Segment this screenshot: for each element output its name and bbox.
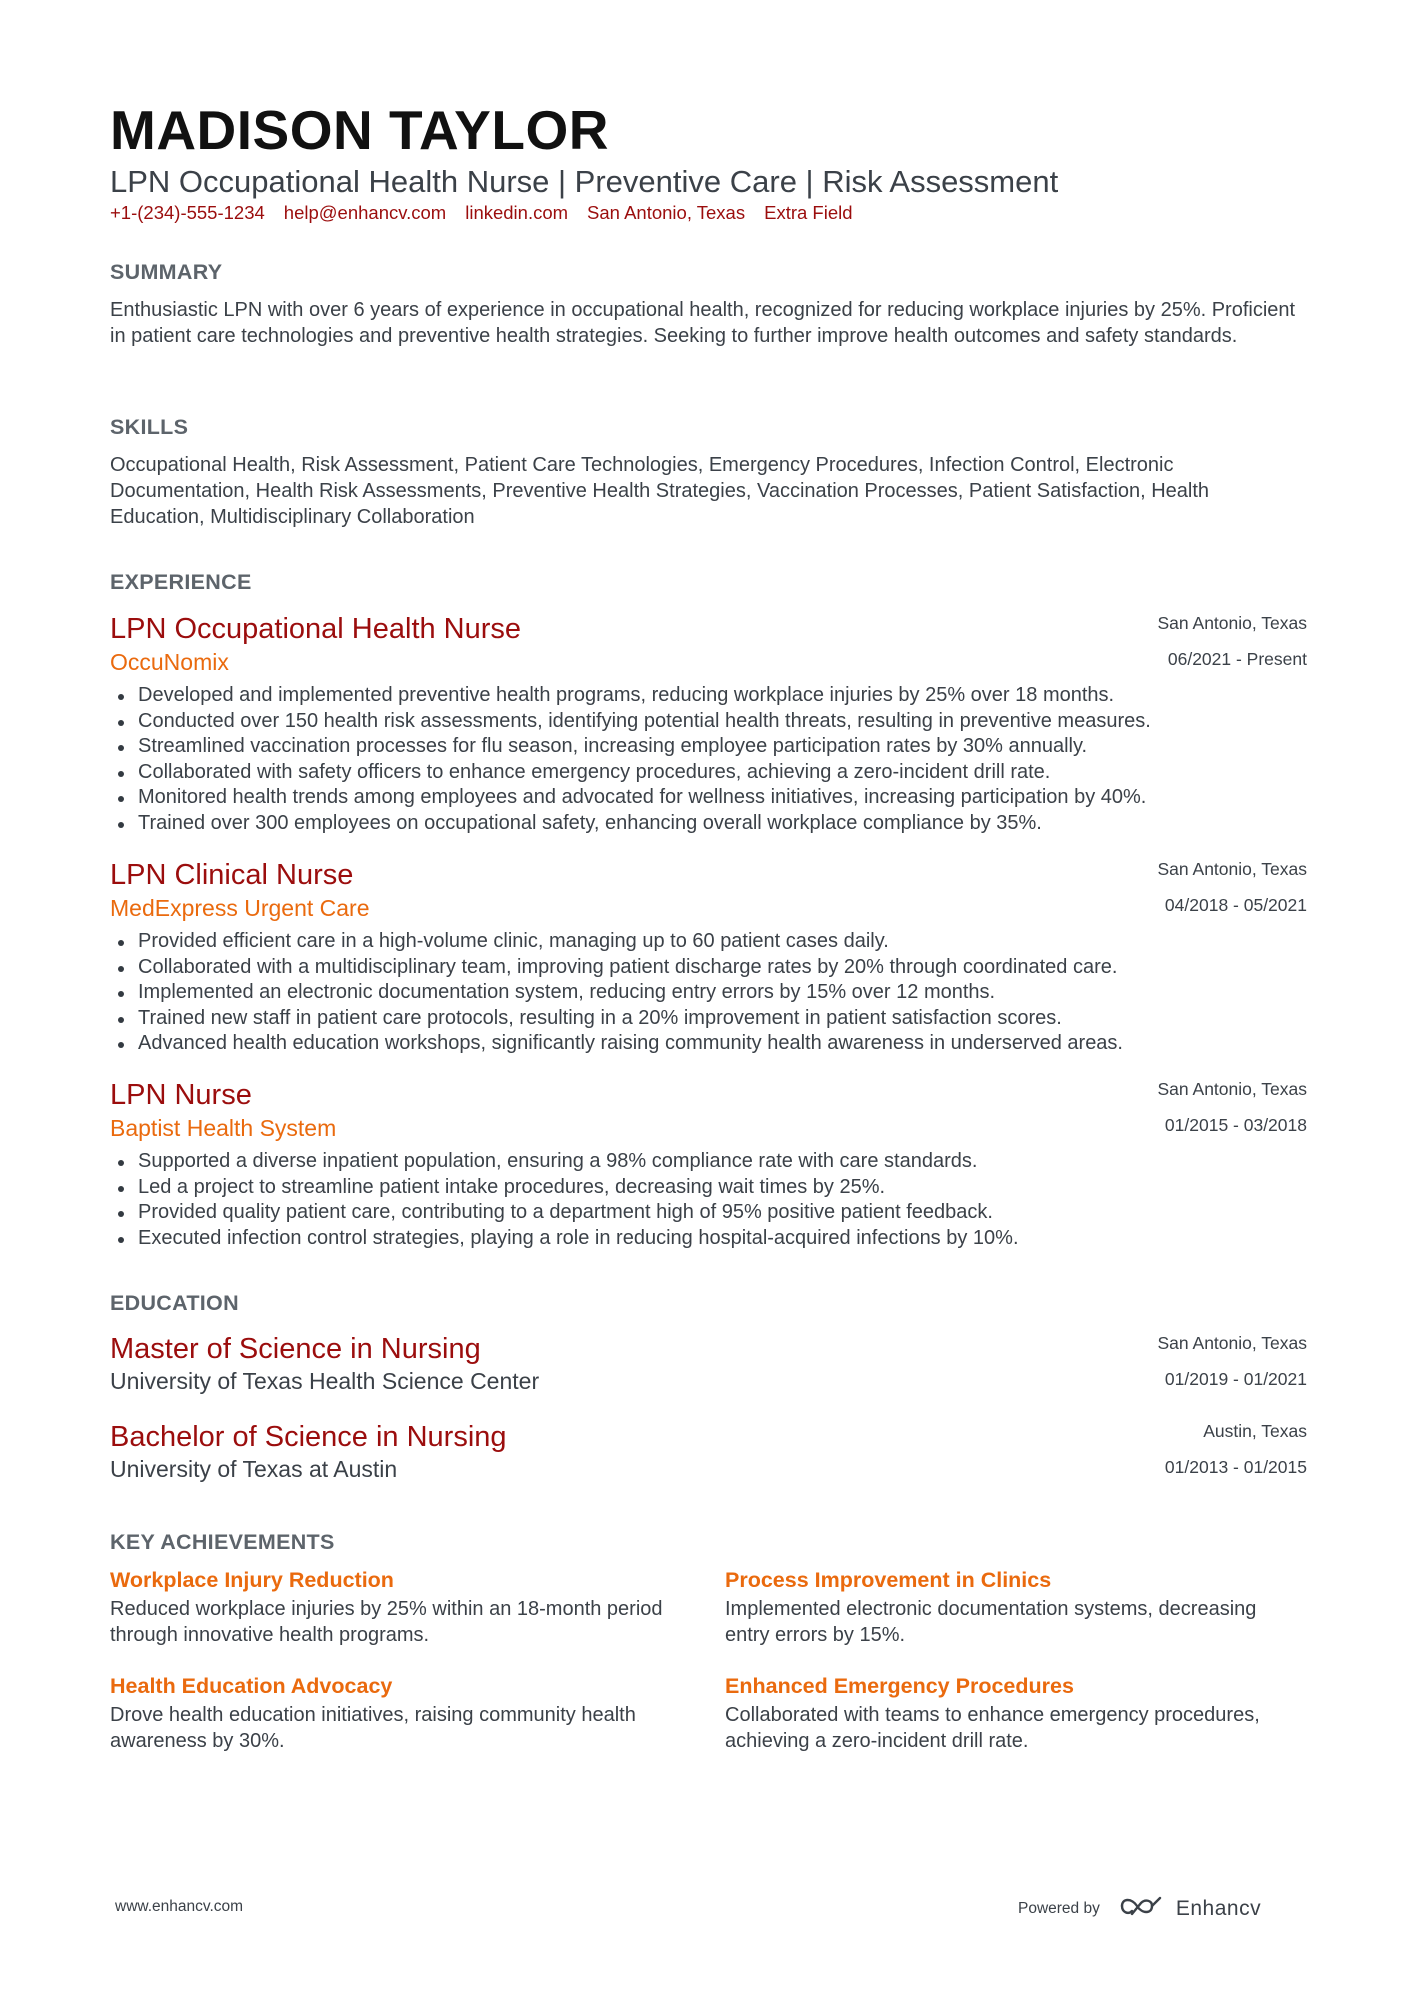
- school-name: University of Texas Health Science Center: [110, 1368, 540, 1394]
- school-name: University of Texas at Austin: [110, 1456, 398, 1482]
- list-item: Led a project to streamline patient intake procedures, decreasing wait times by 25%.: [110, 1175, 1307, 1201]
- job-title: LPN Nurse: [110, 1079, 252, 1111]
- experience-heading: EXPERIENCE: [110, 570, 252, 594]
- job-dates: 01/2015 - 03/2018: [1164, 1115, 1307, 1135]
- education-location: Austin, Texas: [1203, 1421, 1307, 1441]
- achievement-item: [725, 1671, 1285, 1755]
- achievement-item: [110, 1671, 670, 1755]
- list-item: Executed infection control strategies, playing a role in reducing hospital-acquired infections by 10%.: [110, 1226, 1307, 1252]
- list-item: Supported a diverse inpatient population, ensuring a 98% compliance rate with care standards.: [110, 1149, 1307, 1175]
- list-item: Collaborated with safety officers to enhance emergency procedures, achieving a zero-incident drill rate.: [110, 760, 1307, 786]
- achievement-title: Process Improvement in Clinics: [725, 1568, 1052, 1592]
- job-location: San Antonio, Texas: [1157, 1079, 1307, 1099]
- list-item: Advanced health education workshops, significantly raising community health awareness in underserved areas.: [110, 1031, 1307, 1057]
- achievement-item: [110, 1565, 670, 1649]
- job-company: Baptist Health System: [110, 1115, 337, 1141]
- location-text: San Antonio, Texas: [587, 202, 746, 223]
- education-heading: EDUCATION: [110, 1291, 239, 1315]
- job-title: LPN Occupational Health Nurse: [110, 613, 522, 645]
- job-dates: 04/2018 - 05/2021: [1164, 895, 1307, 915]
- education-dates: 01/2013 - 01/2015: [1164, 1457, 1307, 1477]
- email-link[interactable]: help@enhancv.com: [283, 202, 447, 223]
- job-title: LPN Clinical Nurse: [110, 859, 354, 891]
- achievement-desc: Collaborated with teams to enhance emergency procedures, achieving a zero-incident drill rate.: [725, 1704, 1260, 1752]
- skills-text: Occupational Health, Risk Assessment, Patient Care Technologies, Emergency Procedures, Infection Control, Electronic Documentation, Health Risk Assessments, Preventive Health Strategies, Vaccination Processes, Patient Satisfaction, Health Education, Multidisciplinary Collaboration: [110, 454, 1210, 528]
- list-item: Provided quality patient care, contributing to a department high of 95% positive patient feedback.: [110, 1200, 1307, 1226]
- list-item: Implemented an electronic documentation system, reducing entry errors by 15% over 12 months.: [110, 980, 1307, 1006]
- achievement-desc: Implemented electronic documentation systems, decreasing entry errors by 15%.: [725, 1598, 1257, 1646]
- achievement-title: Enhanced Emergency Procedures: [725, 1674, 1074, 1698]
- list-item: Streamlined vaccination processes for flu season, increasing employee participation rates by 30% annually.: [110, 734, 1307, 760]
- list-item: Monitored health trends among employees and advocated for wellness initiatives, increasing participation by 40%.: [110, 785, 1307, 811]
- achievement-desc: Reduced workplace injuries by 25% within an 18-month period through innovative health programs.: [110, 1598, 663, 1646]
- achievements-heading: KEY ACHIEVEMENTS: [110, 1530, 335, 1554]
- summary-heading: SUMMARY: [110, 260, 223, 284]
- achievement-item: [725, 1565, 1285, 1649]
- contact-bar: [110, 201, 853, 225]
- summary-text: Enthusiastic LPN with over 6 years of experience in occupational health, recognized for reducing workplace injuries by 25%. Proficient in patient care technologies and preventive health strategies. Seeking to further improve health outcomes and safety standards.: [110, 299, 1296, 347]
- list-item: Provided efficient care in a high-volume clinic, managing up to 60 patient cases daily.: [110, 929, 1307, 955]
- degree-title: Bachelor of Science in Nursing: [110, 1421, 507, 1453]
- achievement-desc: Drove health education initiatives, raising community health awareness by 30%.: [110, 1704, 636, 1752]
- resume-page: [110, 0, 1307, 1995]
- job-company: MedExpress Urgent Care: [110, 895, 370, 921]
- education-dates: 01/2019 - 01/2021: [1164, 1369, 1307, 1389]
- job-location: San Antonio, Texas: [1157, 613, 1307, 633]
- powered-by-badge[interactable]: [1018, 1893, 1261, 1924]
- job-bullets: [110, 683, 1307, 837]
- brand-name: Enhancv: [1175, 1896, 1262, 1920]
- list-item: Developed and implemented preventive health programs, reducing workplace injuries by 25% over 18 months.: [110, 683, 1307, 709]
- linkedin-link[interactable]: linkedin.com: [465, 202, 569, 223]
- list-item: Trained new staff in patient care protocols, resulting in a 20% improvement in patient satisfaction scores.: [110, 1006, 1307, 1032]
- job-location: San Antonio, Texas: [1157, 859, 1307, 879]
- list-item: Trained over 300 employees on occupational safety, enhancing overall workplace compliance by 35%.: [110, 811, 1307, 837]
- candidate-title: LPN Occupational Health Nurse | Preventive Care | Risk Assessment: [110, 164, 1059, 199]
- skills-heading: SKILLS: [110, 415, 189, 439]
- enhancv-logo-icon: [1118, 1893, 1164, 1924]
- brand-logo: [1118, 1893, 1261, 1924]
- job-company: OccuNomix: [110, 649, 229, 675]
- job-bullets: [110, 1149, 1307, 1251]
- footer-website-link[interactable]: www.enhancv.com: [115, 1898, 244, 1915]
- job-bullets: [110, 929, 1307, 1057]
- degree-title: Master of Science in Nursing: [110, 1333, 481, 1365]
- education-location: San Antonio, Texas: [1157, 1333, 1307, 1353]
- achievement-title: Workplace Injury Reduction: [110, 1568, 394, 1592]
- achievement-title: Health Education Advocacy: [110, 1674, 393, 1698]
- job-dates: 06/2021 - Present: [1167, 649, 1307, 669]
- list-item: Conducted over 150 health risk assessments, identifying potential health threats, resulting in preventive measures.: [110, 709, 1307, 735]
- extra-field-text: Extra Field: [764, 202, 853, 223]
- phone-link[interactable]: +1-(234)-555-1234: [110, 202, 265, 223]
- powered-by-label: Powered by: [1018, 1899, 1100, 1917]
- list-item: Collaborated with a multidisciplinary team, improving patient discharge rates by 20% through coordinated care.: [110, 955, 1307, 981]
- candidate-name: MADISON TAYLOR: [110, 99, 609, 161]
